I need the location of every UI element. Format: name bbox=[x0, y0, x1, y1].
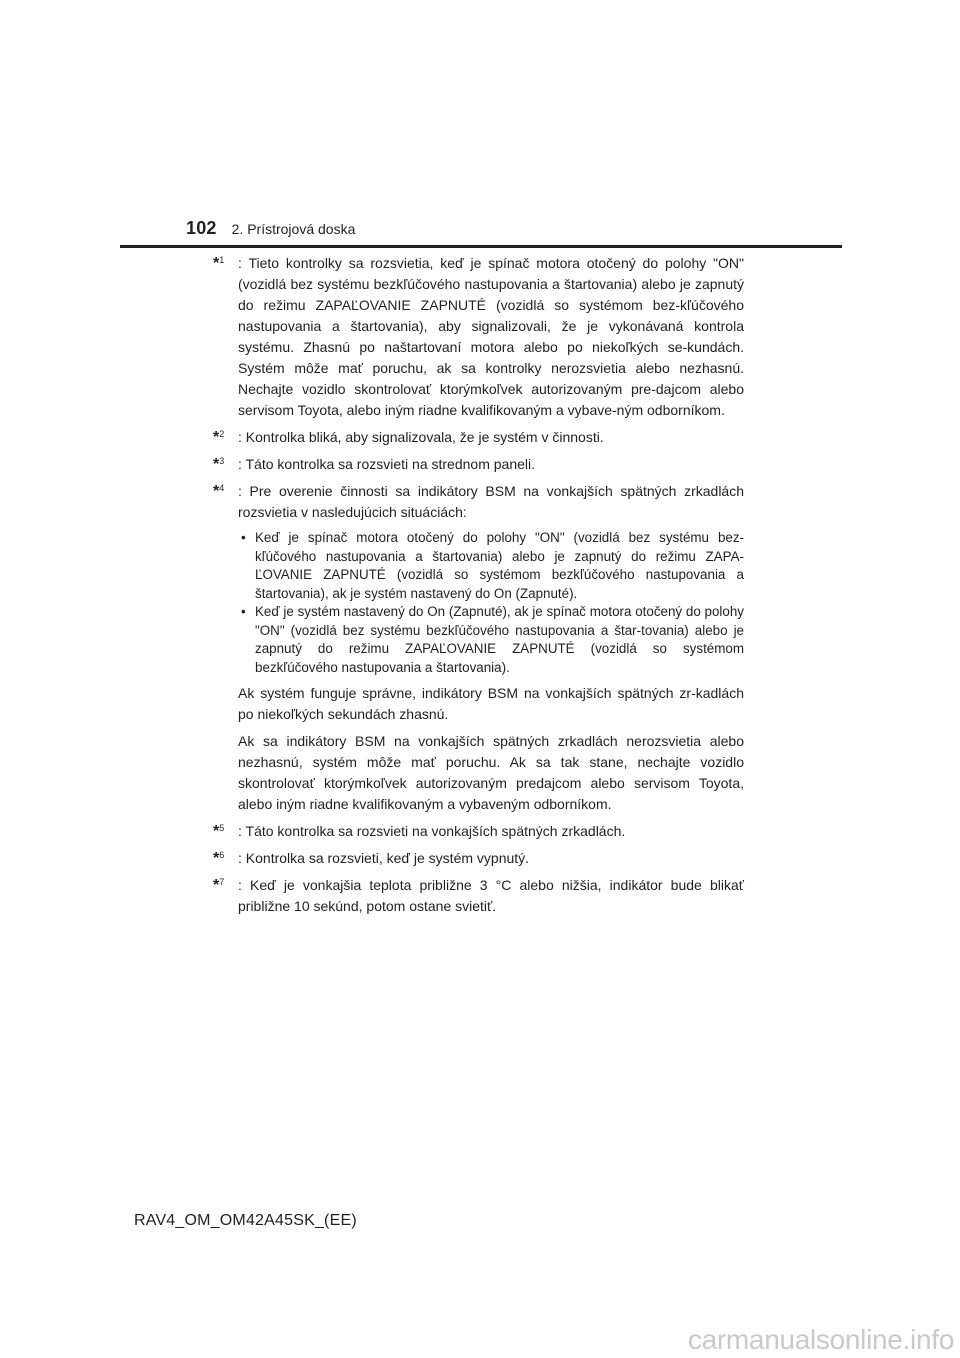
list-item bbox=[238, 603, 744, 677]
footnote-text: : Táto kontrolka sa rozsvieti na vonkajších spätných zrkadlách. bbox=[238, 823, 626, 839]
footnote-text: : Keď je vonkajšia teplota približne 3 °C alebo nižšia, indikátor bude blikať približne 10 sekúnd, potom ostane svietiť. bbox=[238, 877, 744, 914]
watermark-logo: carmanualsonline.info bbox=[687, 1324, 954, 1355]
footnote-marker: *$^2$ bbox=[213, 429, 225, 446]
bullet-text: Keď je spínač motora otočený do polohy "ON" (vozidlá bez systému bez-kľúčového nastupovania a štartovania) alebo je zapnutý do režimu ZAPA-ĽOVANIE ZAPNUTÉ (vozidlá so systémom bezkľúčového nastupovania a štartovania), ak je systém nastavený do On (Zapnuté). bbox=[255, 530, 744, 601]
document-code: RAV4_OM_OM42A45SK_(EE) bbox=[134, 1212, 357, 1229]
bullet-list bbox=[238, 529, 744, 677]
footnote-text: : Pre overenie činnosti sa indikátory BSM na vonkajších spätných zrkadlách rozsvietia v nasledujúcich situáciách: bbox=[238, 483, 744, 520]
footnote-7 bbox=[213, 875, 744, 917]
footnote-marker: *$^7$ bbox=[213, 877, 225, 894]
footnote-5 bbox=[213, 821, 744, 842]
list-item bbox=[238, 529, 744, 603]
footnote-4 bbox=[213, 481, 744, 815]
footnote-1 bbox=[213, 253, 744, 421]
section-title: 2. Prístrojová doska bbox=[231, 221, 356, 237]
footnote-text: : Kontrolka sa rozsvieti, keď je systém vypnutý. bbox=[238, 850, 530, 866]
footnote-text: : Kontrolka bliká, aby signalizovala, že je systém v činnosti. bbox=[238, 429, 604, 445]
page-number: 102 bbox=[186, 218, 217, 238]
paragraph: Ak systém funguje správne, indikátory BSM na vonkajších spätných zr-kadlách po niekoľkých sekundách zhasnú. bbox=[238, 685, 744, 722]
page-header bbox=[186, 218, 355, 244]
notes-list bbox=[213, 253, 744, 923]
footnote-marker: *$^5$ bbox=[213, 823, 225, 840]
footnote-text: : Táto kontrolka sa rozsvieti na strednom paneli. bbox=[238, 456, 536, 472]
footnote-marker: *$^3$ bbox=[213, 456, 225, 473]
bullet-dot: • bbox=[241, 530, 246, 545]
footnote-2 bbox=[213, 427, 744, 448]
paragraph: Ak sa indikátory BSM na vonkajších spätných zrkadlách nerozsvietia alebo nezhasnú, systém môže mať poruchu. Ak sa tak stane, nechajte vozidlo skontrolovať ktorýmkoľvek autorizovaným predajcom alebo servisom Toyota, alebo iným riadne kvalifikovaným a vybaveným odborníkom. bbox=[238, 733, 744, 812]
footnote-marker: *$^6$ bbox=[213, 850, 225, 867]
bullet-text: Keď je systém nastavený do On (Zapnuté), ak je spínač motora otočený do polohy "ON" (vozidlá bez systému bezkľúčového nastupovania a štar-tovania) alebo je zapnutý do režimu ZAPAĽOVANIE ZAPNUTÉ (vozidlá so systémom bezkľúčového nastupovania a štartovania). bbox=[255, 604, 744, 675]
footnote-marker: *$^4$ bbox=[213, 483, 225, 500]
footnote-6 bbox=[213, 848, 744, 869]
bullet-dot: • bbox=[241, 604, 246, 619]
footnote-marker: *$^1$ bbox=[213, 255, 225, 272]
footnote-text: : Tieto kontrolky sa rozsvietia, keď je spínač motora otočený do polohy "ON" (vozidlá bez systému bezkľúčového nastupovania a štartovania) alebo je zapnutý do režimu ZAPAĽOVANIE ZAPNUTÉ (vozidlá so systémom bez-kľúčového nastupovania a štartovania), aby signalizovali, že je vykonávaná kontrola systému. Zhasnú po naštartovaní motora alebo po niekoľkých se-kundách. Systém môže mať poruchu, ak sa kontrolky nerozsvietia alebo nezhasnú. Nechajte vozidlo skontrolovať ktorýmkoľvek autorizovaným pre-dajcom alebo servisom Toyota, alebo iným riadne kvalifikovaným a vybave-ným odborníkom. bbox=[238, 255, 744, 418]
footnote-3 bbox=[213, 454, 744, 475]
header-rule bbox=[120, 245, 842, 248]
